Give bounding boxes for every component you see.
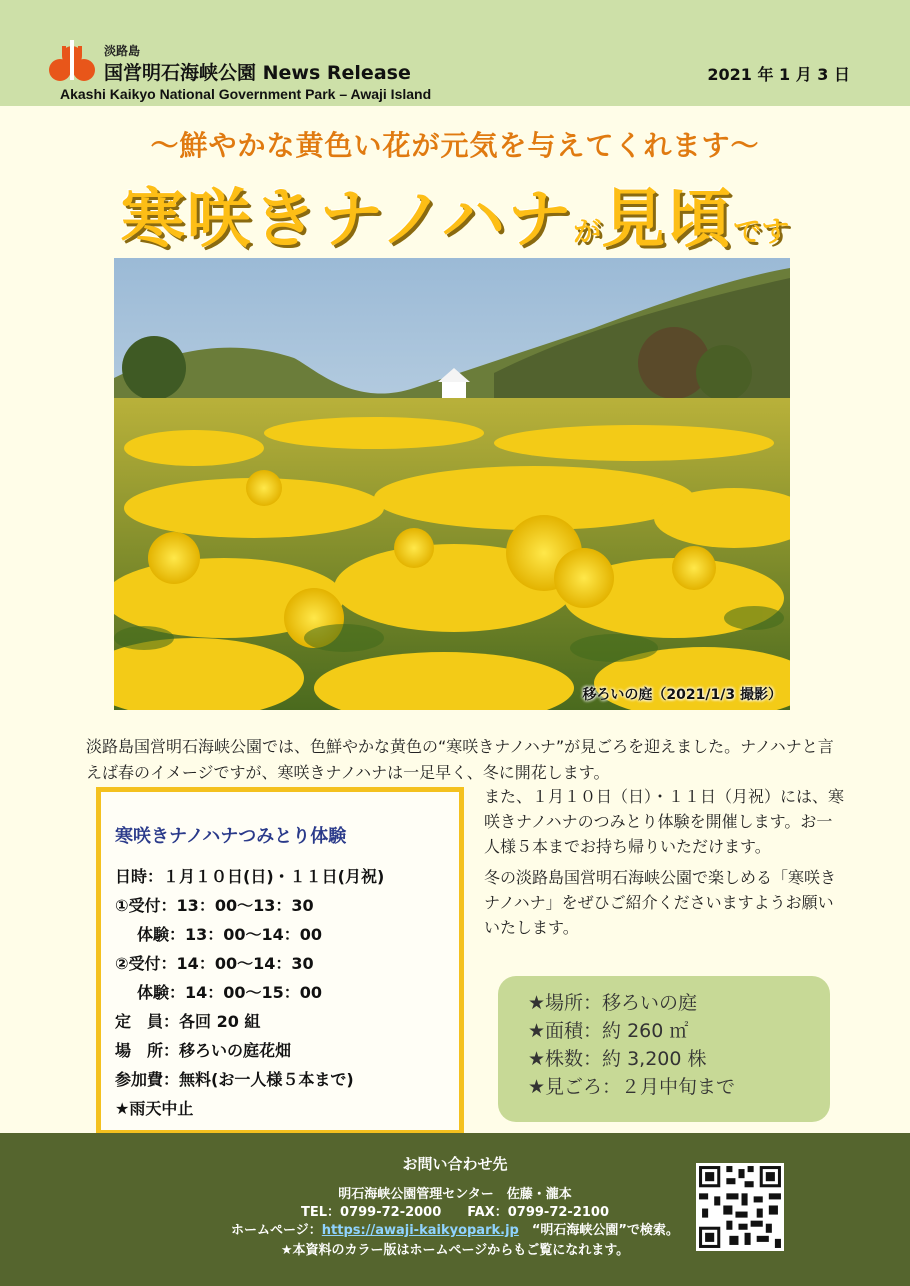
body-paragraph-2: 冬の淡路島国営明石海峡公園で楽しめる「寒咲きナノハナ」をぜひご紹介くださいますようお願いいたします。 xyxy=(484,868,837,937)
event-rain-note: ★雨天中止 xyxy=(115,1099,194,1118)
event-location: 場 所：移ろいの庭花畑 xyxy=(115,1041,292,1060)
color-version-note: ★本資料のカラー版はホームページからもご覧になれます。 xyxy=(280,1243,630,1258)
header-title-jp: 国営明石海峡公園 xyxy=(104,62,257,84)
headline-subtitle: 〜鮮やかな黄色い花が元気を与えてくれます〜 xyxy=(150,129,760,162)
facts-box xyxy=(498,976,830,1122)
contact-footer xyxy=(0,1133,910,1286)
event-session2-experience: 体験：14：00〜15：00 xyxy=(137,983,323,1002)
flower-field-image xyxy=(114,258,790,710)
event-session1-reception: ①受付：13：00〜13：30 xyxy=(115,896,314,915)
intro-paragraph: 淡路島国営明石海峡公園では、色鮮やかな黄色の“寒咲きナノハナ”が見ごろを迎えました。ナノハナと言えば春のイメージですが、寒咲きナノハナは一足早く、冬に開花します。 xyxy=(86,737,834,782)
headline-main: 寒咲きナノハナ xyxy=(120,183,574,257)
park-english-name: Akashi Kaikyo National Government Park – Awaji Island xyxy=(60,86,432,102)
contact-organization: 明石海峡公園管理センター 佐藤・瀧本 xyxy=(338,1187,572,1202)
event-title: 寒咲きナノハナつみとり体験 xyxy=(115,826,347,847)
headline-ga: が xyxy=(573,215,602,248)
header-sub-label: 淡路島 xyxy=(104,44,141,58)
event-fee: 参加費：無料(お一人様５本まで) xyxy=(115,1070,354,1089)
nanohana-photo xyxy=(114,258,790,710)
homepage-link[interactable]: https://awaji-kaikyopark.jp xyxy=(321,1223,519,1238)
body-right-text xyxy=(484,784,846,940)
fact-location: ★場所：移ろいの庭 xyxy=(528,992,698,1014)
event-session1-experience: 体験：13：00〜14：00 xyxy=(137,925,323,944)
release-date: 2021 年 1 月 3 日 xyxy=(707,65,850,84)
contact-tel-fax: TEL：0799-72-2000 FAX：0799-72-2100 xyxy=(301,1205,609,1220)
fact-area: ★面積：約 260 ㎡ xyxy=(528,1020,689,1042)
event-date-line: 日時：１月１０日(日)・１１日(月祝) xyxy=(115,867,385,886)
fact-plant-count: ★株数：約 3,200 株 xyxy=(528,1048,707,1070)
header-title xyxy=(104,58,411,85)
event-capacity: 定 員：各回 20 組 xyxy=(115,1012,261,1031)
body-paragraph-1: また、１月１０日（日）・１１日（月祝）には、寒咲きナノハナのつみとり体験を開催します。お一人様５本までお持ち帰りいただけます。 xyxy=(484,787,845,856)
header-title-en: News Release xyxy=(262,62,411,84)
headline-title xyxy=(0,168,910,260)
contact-heading: お問い合わせ先 xyxy=(402,1155,508,1173)
fact-best-viewing: ★見ごろ：２月中旬まで xyxy=(528,1076,736,1098)
headline-mikoro: 見頃 xyxy=(601,183,734,257)
park-logo-icon xyxy=(48,38,96,84)
homepage-label: ホームページ： xyxy=(231,1223,322,1238)
event-details xyxy=(115,862,384,1123)
event-info-box xyxy=(96,787,464,1135)
homepage-search-hint: “明石海峡公園”で検索。 xyxy=(518,1223,679,1238)
header-band xyxy=(0,0,910,106)
qr-code-icon xyxy=(696,1163,784,1251)
headline-desu: です xyxy=(733,215,790,248)
event-session2-reception: ②受付：14：00〜14：30 xyxy=(115,954,314,973)
photo-caption: 移ろいの庭（2021/1/3 撮影） xyxy=(582,687,782,703)
